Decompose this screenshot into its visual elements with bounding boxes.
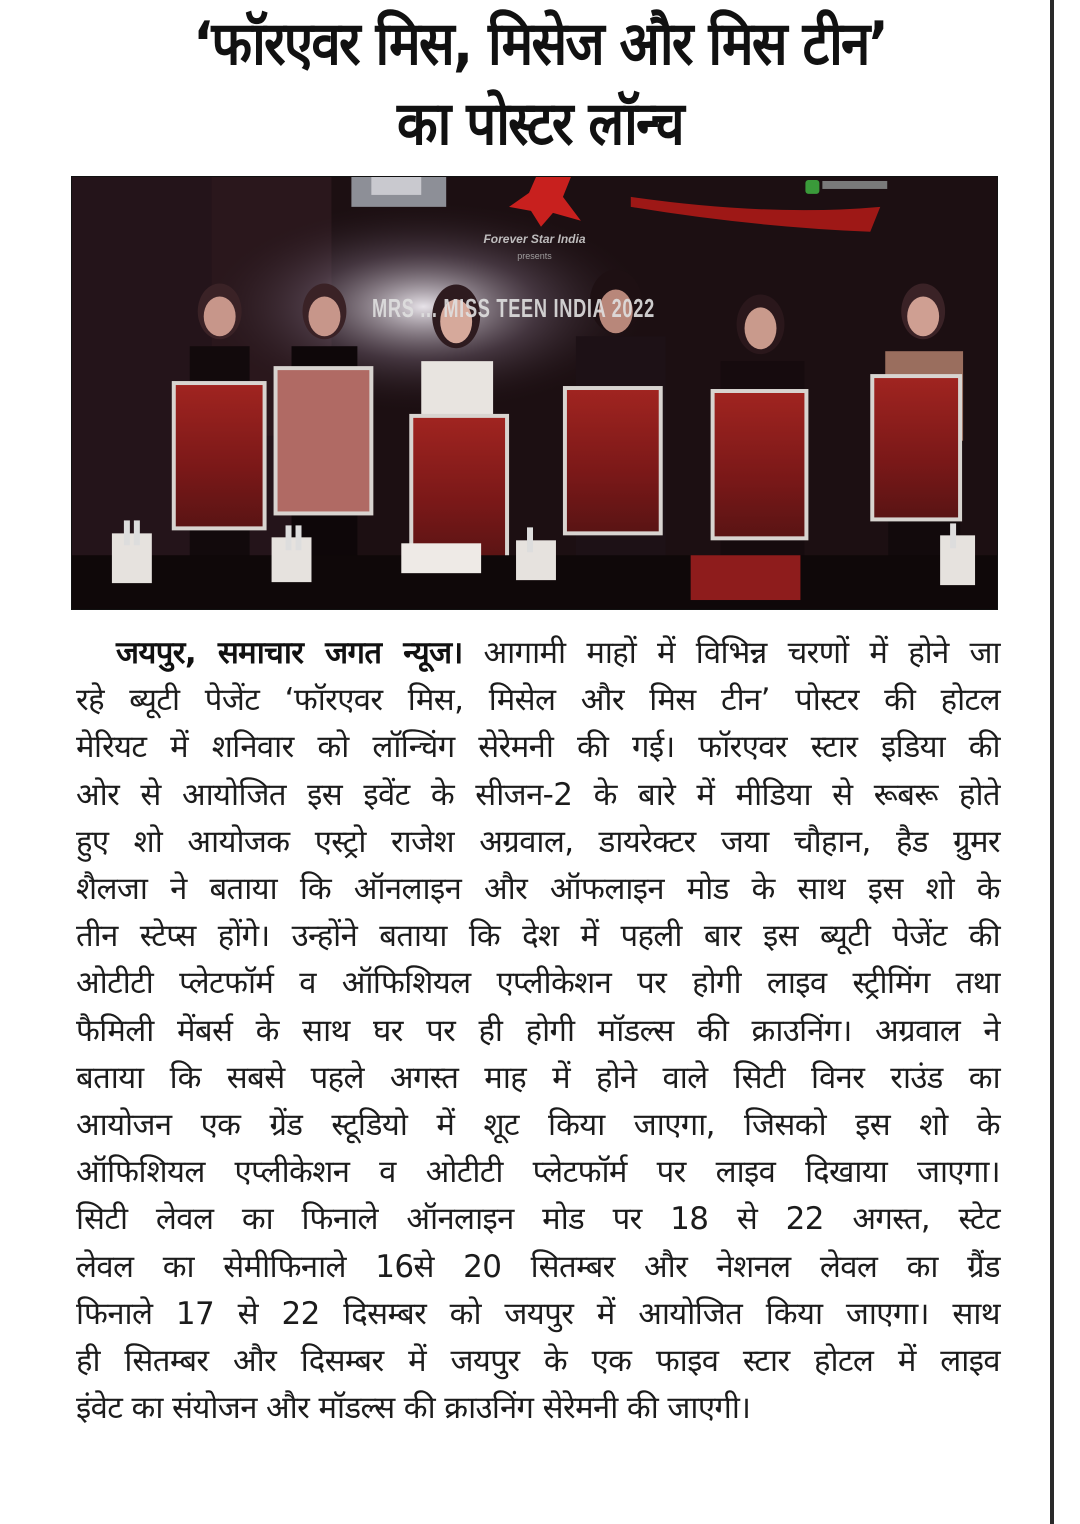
column-divider-rule: [1050, 0, 1054, 1524]
body-line-7: तीन स्टेप्स होंगे। उन्होंने बताया कि देश में पहली बार इस ब्यूटी पेजेंट की: [76, 918, 1000, 955]
body-line-4: ओर से आयोजित इस इवेंट के सीजन-2 के बारे में मीडिया से रूबरू होते: [76, 776, 1000, 813]
article-photo: [71, 176, 998, 610]
poster-launch-photo: [72, 177, 997, 609]
body-line-16: ही सितम्बर और दिसम्बर में जयपुर के एक फाइव स्टार होटल में लाइव: [76, 1343, 1000, 1380]
article-body: [76, 630, 1000, 1432]
body-line-3: मेरियट में शनिवार को लॉन्चिंग सेरेमनी की गई। फॉरएवर स्टार इडिया की: [76, 729, 1000, 766]
body-line-12: ऑफिशियल एप्लीकेशन व ओटीटी प्लेटफॉर्म पर लाइव दिखाया जाएगा।: [76, 1154, 1000, 1191]
backdrop-brand-text: Forever Star India: [483, 232, 586, 246]
headline-line-2: का पोस्टर लॉन्च: [397, 89, 683, 159]
body-line-9: फैमिली मेंबर्स के साथ घर पर ही होगी मॉडल्स की क्राउनिंग। अग्रवाल ने: [76, 1012, 1000, 1049]
headline: [108, 4, 973, 164]
body-line-13: सिटी लेवल का फिनाले ऑनलाइन मोड पर 18 से 22 अगस्त, स्टेट: [76, 1201, 1000, 1238]
body-line-5: हुए शो आयोजक एस्ट्रो राजेश अग्रवाल, डायरेक्टर जया चौहान, हैड ग्रुमर: [76, 823, 1000, 860]
dateline: जयपुर, समाचार जगत न्यूज।: [116, 635, 463, 671]
backdrop-presents-text: presents: [517, 251, 552, 261]
body-line-14: लेवल का सेमीफिनाले 16से 20 सितम्बर और नेशनल लेवल का ग्रैंड: [76, 1248, 1000, 1285]
body-line-6: शैलजा ने बताया कि ऑनलाइन और ऑफलाइन मोड के साथ इस शो के: [76, 871, 1000, 908]
body-line-15: फिनाले 17 से 22 दिसम्बर को जयपुर में आयोजित किया जाएगा। साथ: [76, 1295, 1000, 1332]
body-line-1: [76, 630, 1000, 677]
body-line-17: इंवेट का संयोजन और मॉडल्स की क्राउनिंग सेरेमनी की जाएगी।: [76, 1390, 751, 1427]
body-line-1-text: आगामी माहों में विभिन्न चरणों में होने जा: [462, 635, 1000, 671]
body-line-10: बताया कि सबसे पहले अगस्त माह में होने वाले सिटी विनर राउंड का: [76, 1059, 1000, 1096]
body-line-8: ओटीटी प्लेटफॉर्म व ऑफिशियल एप्लीकेशन पर होगी लाइव स्ट्रीमिंग तथा: [76, 965, 1000, 1002]
backdrop-banner-text: MRS ... MISS TEEN INDIA 2022: [372, 293, 655, 323]
body-line-11: आयोजन एक ग्रेंड स्टूडियो में शूट किया जाएगा, जिसको इस शो के: [76, 1107, 1000, 1144]
headline-line-1: ‘फॉरएवर मिस, मिसेज और मिस टीन’: [193, 9, 887, 79]
body-line-2: रहे ब्यूटी पेजेंट ‘फॉरएवर मिस, मिसेल और मिस टीन’ पोस्टर की होटल: [76, 682, 1000, 719]
